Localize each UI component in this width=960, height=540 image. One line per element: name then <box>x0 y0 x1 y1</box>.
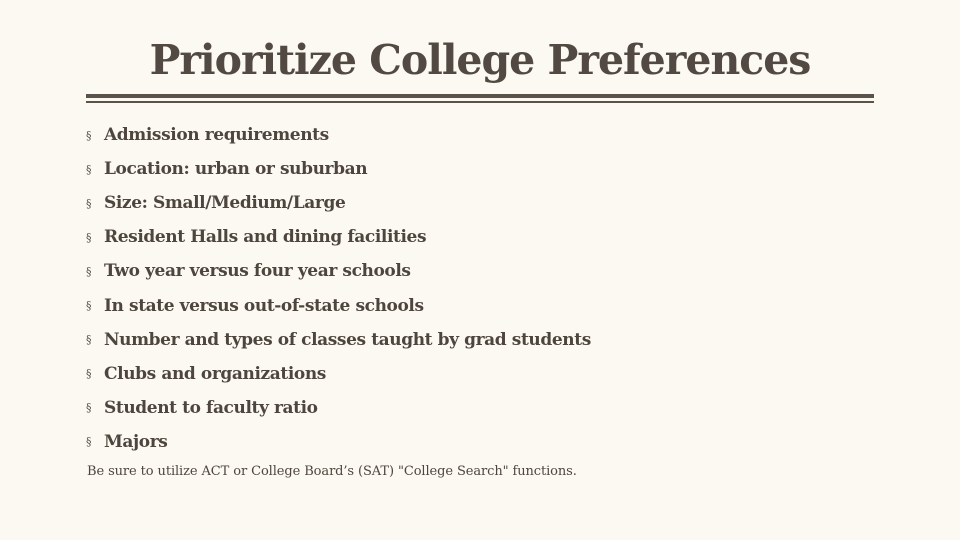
bullet-icon: § <box>86 299 92 313</box>
title-underline-thin <box>86 101 874 103</box>
bullet-item <box>86 220 591 254</box>
title-underline-thick <box>86 94 874 98</box>
bullet-text: In state versus out-of-state schools <box>104 295 424 316</box>
bullet-text: Size: Small/Medium/Large <box>104 193 346 214</box>
bullet-text: Majors <box>104 431 168 452</box>
bullet-item <box>86 288 591 322</box>
bullet-icon: § <box>86 264 92 278</box>
bullet-icon: § <box>86 333 92 347</box>
bullet-icon: § <box>86 128 92 142</box>
bullet-icon: § <box>86 196 92 210</box>
slide-title: Prioritize College Preferences <box>149 36 811 84</box>
bullet-icon: § <box>86 162 92 176</box>
bullet-text: Number and types of classes taught by grad students <box>104 329 591 350</box>
bullet-item <box>86 425 591 459</box>
bullet-text: Clubs and organizations <box>104 363 326 384</box>
bullet-item <box>86 357 591 391</box>
bullet-item <box>86 152 591 186</box>
footnote: Be sure to utilize ACT or College Board’s (SAT) "College Search" functions. <box>87 464 577 479</box>
bullet-text: Location: urban or suburban <box>104 159 368 180</box>
bullet-item <box>86 186 591 220</box>
bullet-icon: § <box>86 367 92 381</box>
bullet-icon: § <box>86 401 92 415</box>
bullet-icon: § <box>86 435 92 449</box>
bullet-list <box>86 118 591 459</box>
bullet-item <box>86 254 591 288</box>
bullet-text: Resident Halls and dining facilities <box>104 227 427 248</box>
bullet-item <box>86 323 591 357</box>
bullet-text: Student to faculty ratio <box>104 397 318 418</box>
bullet-text: Admission requirements <box>104 125 329 146</box>
bullet-item <box>86 391 591 425</box>
bullet-text: Two year versus four year schools <box>104 261 411 282</box>
bullet-icon: § <box>86 230 92 244</box>
bullet-item <box>86 118 591 152</box>
